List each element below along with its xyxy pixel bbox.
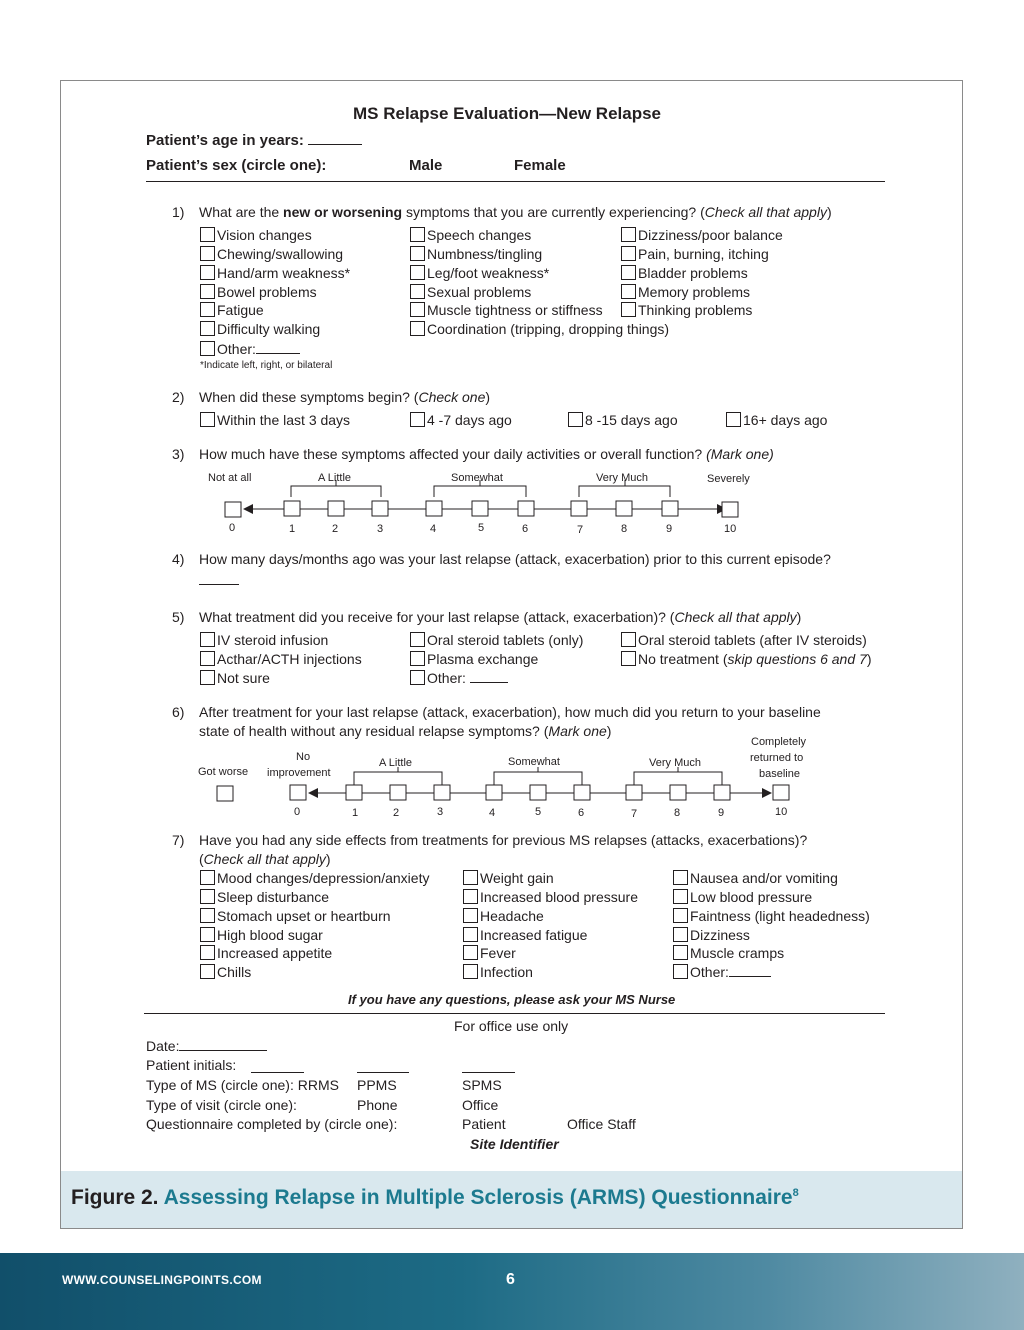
q7-option[interactable]: Nausea and/or vomiting	[673, 870, 838, 886]
q1-number: 1)	[172, 204, 185, 220]
q2-question: When did these symptoms begin? (Check one)	[199, 389, 491, 405]
q3-label-a-little: A Little	[318, 472, 352, 484]
visit-type-label: Type of visit (circle one):	[146, 1097, 297, 1113]
q5-option[interactable]: Not sure	[200, 670, 270, 686]
scale-box-3	[434, 785, 450, 800]
q7-option[interactable]: Increased blood pressure	[463, 889, 638, 905]
q5-option[interactable]: Oral steroid tablets (after IV steroids)	[621, 632, 867, 648]
q6-label-a-little: A Little	[379, 757, 413, 769]
figure-caption: Figure 2. Assessing Relapse in Multiple Sclerosis (ARMS) Questionnaire$^8$	[71, 1186, 799, 1209]
q5-number: 5)	[172, 609, 185, 625]
q3-label-not-at-all: Not at all	[208, 472, 252, 484]
q7-option[interactable]: Increased fatigue	[463, 927, 587, 943]
scale-box-5	[530, 785, 546, 800]
q3-num: 10	[724, 523, 737, 535]
q2-option[interactable]: Within the last 3 days	[200, 412, 350, 428]
sex-option-male[interactable]: Male	[409, 157, 443, 174]
office-date[interactable]: Date:	[146, 1038, 267, 1054]
q1-option[interactable]: Speech changes	[410, 227, 531, 243]
checkbox[interactable]	[673, 889, 688, 904]
q7-question-line1: Have you had any side effects from treatments for previous MS relapses (attacks, exacerbations)?	[199, 832, 808, 848]
scale-box-7	[626, 785, 642, 800]
q1-option[interactable]: Vision changes	[200, 227, 312, 243]
office-initials-label: Patient initials:	[146, 1057, 237, 1073]
scale-box-8	[670, 785, 686, 800]
q5-option-no-treatment[interactable]: No treatment (skip questions 6 and 7)	[621, 651, 871, 667]
q3-num: 3	[377, 523, 384, 535]
q5-option[interactable]: Plasma exchange	[410, 651, 538, 667]
scale-box-4	[486, 785, 502, 800]
scale-box-2	[390, 785, 406, 800]
q1-option[interactable]: Hand/arm weakness*	[200, 265, 350, 281]
q5-option[interactable]: Oral steroid tablets (only)	[410, 632, 583, 648]
q3-label-severely: Severely	[707, 473, 750, 485]
sex-option-female[interactable]: Female	[514, 157, 566, 174]
age-label: Patient’s age in years:	[146, 132, 362, 149]
q1-option[interactable]: Coordination (tripping, dropping things)	[410, 321, 669, 337]
q6-num: 1	[352, 807, 359, 819]
q7-option[interactable]: Muscle cramps	[673, 945, 784, 961]
nurse-note: If you have any questions, please ask your MS Nurse	[348, 992, 676, 1007]
arrow-right-icon	[762, 788, 772, 798]
visit-type-phone[interactable]: Phone	[357, 1097, 398, 1113]
checkbox[interactable]	[463, 964, 478, 979]
checkbox[interactable]	[673, 908, 688, 923]
q7-number: 7)	[172, 832, 185, 848]
q3-num: 0	[229, 522, 236, 534]
scale-box-6	[574, 785, 590, 800]
q3-num: 8	[621, 523, 628, 535]
initials-field-2[interactable]	[357, 1061, 409, 1073]
bracket-very-much	[634, 772, 722, 785]
initials-field-3[interactable]	[462, 1061, 515, 1073]
q7-option[interactable]: Sleep disturbance	[200, 889, 329, 905]
q6-num: 10	[775, 806, 788, 818]
checkbox[interactable]	[200, 870, 215, 885]
initials-field-1[interactable]	[251, 1061, 304, 1073]
checkbox[interactable]	[200, 927, 215, 942]
q6-label-got-worse: Got worse	[198, 766, 249, 778]
q1-option[interactable]: Memory problems	[621, 284, 750, 300]
q4-question: How many days/months ago was your last relapse (attack, exacerbation) prior to this current episode?	[199, 551, 831, 567]
q1-option[interactable]: Thinking problems	[621, 302, 752, 318]
q7-option[interactable]: Weight gain	[463, 870, 554, 886]
q2-option[interactable]: 16+ days ago	[726, 412, 827, 428]
office-divider	[144, 1013, 885, 1014]
q6-label-completely: returned to	[750, 752, 804, 764]
q6-label-somewhat: Somewhat	[508, 756, 560, 768]
q6-num: 0	[294, 806, 301, 818]
visit-type-office[interactable]: Office	[462, 1097, 499, 1113]
q1-option[interactable]: Fatigue	[200, 302, 264, 318]
q6-label-very-much: Very Much	[649, 757, 701, 769]
checkbox[interactable]	[200, 908, 215, 923]
q1-option-other[interactable]: Other:	[200, 341, 300, 357]
q1-option[interactable]: Chewing/swallowing	[200, 246, 343, 262]
q1-option[interactable]: Difficulty walking	[200, 321, 320, 337]
checkbox[interactable]	[673, 927, 688, 942]
q7-option[interactable]: Faintness (light headedness)	[673, 908, 870, 924]
completed-by-patient[interactable]: Patient	[462, 1116, 506, 1132]
scale-box-got-worse	[217, 786, 233, 801]
footer-url[interactable]: WWW.COUNSELINGPOINTS.COM	[62, 1273, 262, 1287]
q3-num: 7	[577, 524, 584, 536]
q6-num: 4	[489, 807, 496, 819]
q2-number: 2)	[172, 389, 185, 405]
checkbox[interactable]	[463, 870, 478, 885]
q7-option[interactable]: Chills	[200, 964, 251, 980]
arrow-left-icon	[308, 788, 318, 798]
q7-option[interactable]: Headache	[463, 908, 544, 924]
q7-option-other[interactable]: Other:	[673, 964, 771, 980]
q3-number: 3)	[172, 446, 185, 462]
q5-option[interactable]: IV steroid infusion	[200, 632, 328, 648]
q7-option[interactable]: Increased appetite	[200, 945, 332, 961]
q7-option[interactable]: Stomach upset or heartburn	[200, 908, 391, 924]
checkbox[interactable]	[463, 927, 478, 942]
checkbox[interactable]	[200, 945, 215, 960]
q1-option[interactable]: Sexual problems	[410, 284, 531, 300]
q6-num: 3	[437, 806, 444, 818]
bracket-a-little	[354, 772, 442, 785]
q4-number: 4)	[172, 551, 185, 567]
q3-label-very-much: Very Much	[596, 472, 648, 484]
checkbox[interactable]	[463, 908, 478, 923]
q3-num: 4	[430, 523, 437, 535]
page-footer	[0, 1253, 1024, 1330]
checkbox[interactable]	[463, 889, 478, 904]
q7-option[interactable]: Dizziness	[673, 927, 750, 943]
q6-num: 6	[578, 807, 585, 819]
ms-type-spms[interactable]: SPMS	[462, 1077, 502, 1093]
q3-num: 5	[478, 522, 485, 534]
q5-question: What treatment did you receive for your last relapse (attack, exacerbation)? (Check all that apply)	[199, 609, 802, 625]
q1-footnote: *Indicate left, right, or bilateral	[200, 360, 333, 371]
q3-num: 6	[522, 523, 529, 535]
checkbox[interactable]	[463, 945, 478, 960]
q7-instruction: (Check all that apply)	[199, 851, 331, 867]
q1-option[interactable]: Dizziness/poor balance	[621, 227, 783, 243]
q7-option[interactable]: Low blood pressure	[673, 889, 812, 905]
scale-box-9	[714, 785, 730, 800]
scale-box-10	[773, 785, 789, 800]
q1-option[interactable]: Bowel problems	[200, 284, 317, 300]
page-number: 6	[506, 1271, 515, 1288]
q6-number: 6)	[172, 704, 185, 720]
checkbox[interactable]	[200, 889, 215, 904]
q3-num: 1	[289, 523, 296, 535]
q6-question-line2: state of health without any residual relapse symptoms? (Mark one)	[199, 723, 612, 739]
q6-label-no-improvement: improvement	[267, 767, 331, 779]
q2-option[interactable]: 4 -7 days ago	[410, 412, 512, 428]
q1-option[interactable]: Pain, burning, itching	[621, 246, 769, 262]
q3-num: 9	[666, 523, 673, 535]
scale-box-0	[290, 785, 306, 800]
q3-num: 2	[332, 523, 339, 535]
q1-option[interactable]: Leg/foot weakness*	[410, 265, 549, 281]
q3-label-somewhat: Somewhat	[451, 472, 503, 484]
q1-option[interactable]: Numbness/tingling	[410, 246, 542, 262]
q1-option[interactable]: Bladder problems	[621, 265, 748, 281]
q5-option[interactable]: Acthar/ACTH injections	[200, 651, 362, 667]
checkbox[interactable]	[673, 870, 688, 885]
completed-by-staff[interactable]: Office Staff	[567, 1116, 636, 1132]
q7-option[interactable]: Mood changes/depression/anxiety	[200, 870, 429, 886]
q6-num: 9	[718, 807, 725, 819]
checkbox[interactable]	[673, 964, 688, 979]
q6-num: 7	[631, 808, 638, 820]
bracket-somewhat	[494, 772, 582, 785]
site-identifier: Site Identifier	[470, 1136, 559, 1152]
q2-option[interactable]: 8 -15 days ago	[568, 412, 678, 428]
ms-type-label: Type of MS (circle one): RRMS	[146, 1077, 339, 1093]
q1-option[interactable]: Muscle tightness or stiffness	[410, 302, 603, 318]
ms-type-ppms[interactable]: PPMS	[357, 1077, 397, 1093]
q7-option[interactable]: High blood sugar	[200, 927, 323, 943]
q6-question-line1: After treatment for your last relapse (attack, exacerbation), how much did you return to your baseline	[199, 704, 821, 720]
form-title: MS Relapse Evaluation—New Relapse	[353, 104, 661, 123]
q7-option[interactable]: Infection	[463, 964, 533, 980]
q6-label-no-improvement: No	[296, 751, 311, 763]
office-heading: For office use only	[454, 1018, 569, 1034]
scale-box-1	[346, 785, 362, 800]
q7-option[interactable]: Fever	[463, 945, 516, 961]
q5-option-other[interactable]: Other:	[410, 670, 508, 686]
sex-label: Patient’s sex (circle one):	[146, 157, 327, 174]
q6-num: 5	[535, 806, 542, 818]
q6-label-completely: baseline	[759, 768, 800, 780]
q6-num: 2	[393, 807, 400, 819]
completed-by-label: Questionnaire completed by (circle one):	[146, 1116, 398, 1132]
q6-num: 8	[674, 807, 681, 819]
q6-label-completely: Completely	[751, 736, 807, 748]
checkbox[interactable]	[200, 964, 215, 979]
checkbox[interactable]	[673, 945, 688, 960]
q1-question: What are the new or worsening symptoms that you are currently experiencing? (Check all that apply)	[199, 204, 832, 220]
q3-question: How much have these symptoms affected your daily activities or overall function? (Mark one)	[199, 446, 774, 462]
